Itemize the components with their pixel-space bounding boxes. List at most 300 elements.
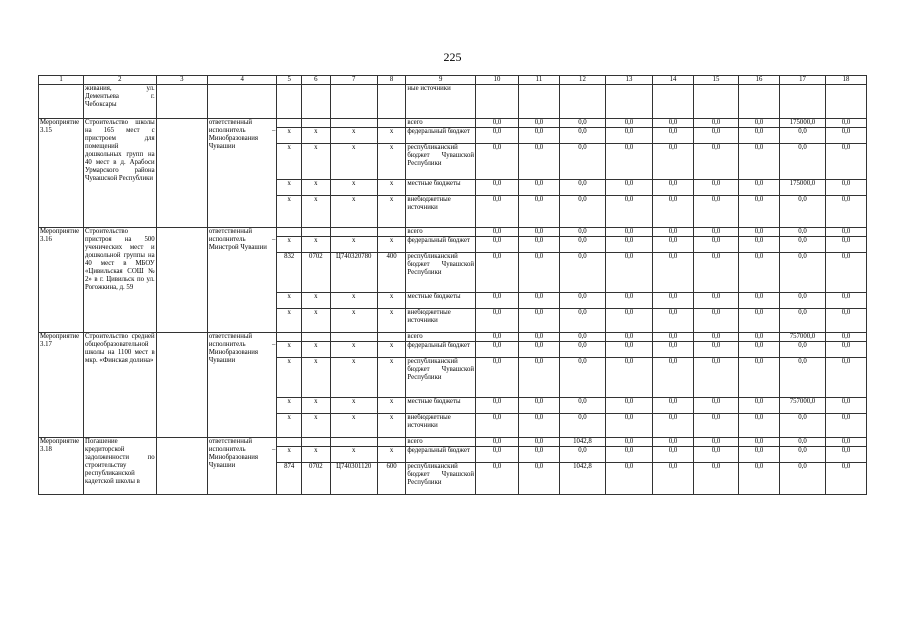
cell-value-col14: 0,0 (653, 438, 694, 447)
cell-value-col14: 0,0 (653, 414, 694, 438)
column-header-8: 8 (377, 76, 406, 85)
cell-code: х (330, 358, 377, 398)
column-header-13: 13 (605, 76, 652, 85)
cell-value-col13: 0,0 (605, 237, 652, 253)
cell-value-col18: 0,0 (826, 237, 867, 253)
cell-value-col10: 0,0 (476, 447, 519, 463)
cell-source-republican: республиканский бюджет Чувашской Республики (406, 144, 476, 180)
cell-code: х (330, 447, 377, 463)
cell-value-col15: 0,0 (693, 447, 738, 463)
cell-value-col16: 0,0 (739, 144, 780, 180)
cell-source-republican: республиканский бюджет Чувашской Республики (406, 358, 476, 398)
cell-col3 (156, 438, 207, 495)
cell-value-col11: 0,0 (518, 358, 559, 398)
cell-value (476, 85, 519, 119)
cell-value-col18: 0,0 (826, 228, 867, 237)
cell-code: х (377, 237, 406, 253)
cell-activity-name: Погашение кредиторской задолженности по строительству республиканской кадетской школы в (84, 438, 157, 495)
cell-value-col17: 0,0 (779, 358, 825, 398)
cell-value-col14: 0,0 (653, 128, 694, 144)
cell-code: х (277, 398, 302, 414)
cell-activity-label: Мероприятие 3.17 (39, 333, 84, 438)
cell-value-col12: 0,0 (559, 180, 605, 196)
cell-col3 (156, 228, 207, 333)
cell-value-col18: 0,0 (826, 342, 867, 358)
cell-value-col17: 0,0 (779, 438, 825, 447)
cell-code: х (377, 309, 406, 333)
cell-code: х (302, 237, 331, 253)
cell-activity-label: Мероприятие 3.18 (39, 438, 84, 495)
cell-value-col11: 0,0 (518, 144, 559, 180)
cell-code: х (277, 180, 302, 196)
cell-value-col13: 0,0 (605, 309, 652, 333)
cell-value-col14: 0,0 (653, 228, 694, 237)
cell-code: х (377, 180, 406, 196)
cell-source: ные источники (406, 85, 476, 119)
cell-value-col18: 0,0 (826, 309, 867, 333)
cell-source-republican: республиканский бюджет Чувашской Республики (406, 463, 476, 495)
cell-value-col11: 0,0 (518, 333, 559, 342)
cell-value-col10: 0,0 (476, 119, 519, 128)
cell-value-col11: 0,0 (518, 293, 559, 309)
cell-code: х (302, 447, 331, 463)
cell-code (277, 85, 302, 119)
cell-code: х (330, 144, 377, 180)
cell-value-col15: 0,0 (693, 228, 738, 237)
cell-value-col13: 0,0 (605, 438, 652, 447)
cell-value-col15: 0,0 (693, 196, 738, 228)
cell-value-col17: 175000,0 (779, 180, 825, 196)
cell-value-col14: 0,0 (653, 309, 694, 333)
cell-value-col15: 0,0 (693, 398, 738, 414)
cell-code: х (302, 309, 331, 333)
cell-value-col11: 0,0 (518, 463, 559, 495)
cell-value-col12: 1042,8 (559, 438, 605, 447)
cell-value (653, 85, 694, 119)
table-row (39, 333, 867, 342)
cell-value-col11: 0,0 (518, 196, 559, 228)
cell-code: х (330, 196, 377, 228)
cell-value-col12: 0,0 (559, 447, 605, 463)
cell-value-col12: 0,0 (559, 237, 605, 253)
cell-value-col10: 0,0 (476, 438, 519, 447)
cell-value-col18: 0,0 (826, 463, 867, 495)
cell-value (559, 85, 605, 119)
cell-value-col10: 0,0 (476, 463, 519, 495)
cell-col3 (156, 333, 207, 438)
cell-code (277, 228, 302, 237)
cell-value-col13: 0,0 (605, 293, 652, 309)
cell-code: х (377, 447, 406, 463)
cell-value-col15: 0,0 (693, 309, 738, 333)
cell-code: х (302, 414, 331, 438)
cell-value-col16: 0,0 (739, 438, 780, 447)
cell-value-col15: 0,0 (693, 463, 738, 495)
cell-value-col16: 0,0 (739, 180, 780, 196)
cell-value-col17: 757000,0 (779, 398, 825, 414)
cell-code: х (377, 144, 406, 180)
cell-value-col17: 0,0 (779, 228, 825, 237)
cell-value-col16: 0,0 (739, 463, 780, 495)
cell-col3 (156, 119, 207, 228)
cell-value-col16: 0,0 (739, 293, 780, 309)
cell-value-col13: 0,0 (605, 144, 652, 180)
cell-value-col15: 0,0 (693, 237, 738, 253)
cell-value-col16: 0,0 (739, 309, 780, 333)
cell-value-col13: 0,0 (605, 228, 652, 237)
cell-value-col12: 0,0 (559, 196, 605, 228)
page-number: 225 (443, 50, 462, 64)
cell-executor: ответственный исполнитель – Минобразования Чувашии (207, 333, 277, 438)
cell-code (302, 333, 331, 342)
cell-code (377, 119, 406, 128)
cell-csr: Ц740320780 (330, 253, 377, 293)
cell-code: х (277, 414, 302, 438)
cell-value-col12: 0,0 (559, 398, 605, 414)
cell-code: х (277, 237, 302, 253)
cell-code: х (377, 196, 406, 228)
cell-executor (207, 85, 277, 119)
cell-value-col14: 0,0 (653, 333, 694, 342)
cell-value-col16: 0,0 (739, 253, 780, 293)
cell-code (330, 85, 377, 119)
cell-code: х (330, 128, 377, 144)
cell-source-total: всего (406, 333, 476, 342)
cell-value-col11: 0,0 (518, 237, 559, 253)
cell-code (330, 228, 377, 237)
cell-grbs: 832 (277, 253, 302, 293)
cell-value-col18: 0,0 (826, 414, 867, 438)
cell-code: х (302, 180, 331, 196)
cell-source-total: всего (406, 228, 476, 237)
column-header-6: 6 (302, 76, 331, 85)
cell-value (518, 85, 559, 119)
cell-value-col12: 0,0 (559, 119, 605, 128)
cell-value-col10: 0,0 (476, 180, 519, 196)
cell-csr: Ц740301120 (330, 463, 377, 495)
cell-value-col11: 0,0 (518, 398, 559, 414)
cell-value-col16: 0,0 (739, 196, 780, 228)
cell-value-col15: 0,0 (693, 333, 738, 342)
cell-value-col15: 0,0 (693, 144, 738, 180)
table-row (39, 438, 867, 447)
cell-value (605, 85, 652, 119)
cell-code: х (377, 398, 406, 414)
cell-source-republican: республиканский бюджет Чувашской Республики (406, 253, 476, 293)
cell-value-col11: 0,0 (518, 180, 559, 196)
cell-value-col14: 0,0 (653, 144, 694, 180)
cell-code: х (377, 414, 406, 438)
cell-value-col16: 0,0 (739, 333, 780, 342)
cell-rzpr: 0702 (302, 463, 331, 495)
cell-source-total: всего (406, 119, 476, 128)
cell-value-col11: 0,0 (518, 438, 559, 447)
cell-code (377, 85, 406, 119)
cell-code: х (277, 309, 302, 333)
cell-vr: 400 (377, 253, 406, 293)
cell-code: х (330, 309, 377, 333)
cell-value-col14: 0,0 (653, 196, 694, 228)
cell-value-col18: 0,0 (826, 358, 867, 398)
cell-value-col13: 0,0 (605, 333, 652, 342)
cell-code: х (277, 342, 302, 358)
cell-executor: ответственный исполнитель – Минстрой Чувашии (207, 228, 277, 333)
cell-rzpr: 0702 (302, 253, 331, 293)
cell-code: х (277, 128, 302, 144)
column-header-12: 12 (559, 76, 605, 85)
cell-value-col15: 0,0 (693, 414, 738, 438)
cell-value-col12: 0,0 (559, 414, 605, 438)
cell-value-col17: 0,0 (779, 293, 825, 309)
cell-value-col13: 0,0 (605, 358, 652, 398)
cell-value-col13: 0,0 (605, 119, 652, 128)
column-header-5: 5 (277, 76, 302, 85)
cell-value-col10: 0,0 (476, 309, 519, 333)
cell-value-col11: 0,0 (518, 119, 559, 128)
cell-value-col10: 0,0 (476, 128, 519, 144)
cell-value-col11: 0,0 (518, 128, 559, 144)
cell-value-col17: 0,0 (779, 144, 825, 180)
cell-value-col12: 0,0 (559, 128, 605, 144)
cell-value-col12: 0,0 (559, 144, 605, 180)
cell-value-col16: 0,0 (739, 414, 780, 438)
cell-value-col10: 0,0 (476, 342, 519, 358)
cell-code (377, 333, 406, 342)
cell-value-col17: 0,0 (779, 237, 825, 253)
cell-code (302, 85, 331, 119)
column-header-1: 1 (39, 76, 84, 85)
cell-value-col12: 0,0 (559, 342, 605, 358)
cell-activity-name: Строительство средней общеобразовательной школы на 1100 мест в мкр. «Финская долина» (84, 333, 157, 438)
cell-value-col10: 0,0 (476, 333, 519, 342)
cell-value-col14: 0,0 (653, 447, 694, 463)
cell-value-col14: 0,0 (653, 463, 694, 495)
cell-source-extra: внебюджетные источники (406, 414, 476, 438)
cell-value-col18: 0,0 (826, 438, 867, 447)
cell-code: х (377, 358, 406, 398)
column-header-4: 4 (207, 76, 277, 85)
cell-executor: ответственный исполнитель – Минобразования Чувашии (207, 119, 277, 228)
cell-code (277, 438, 302, 447)
cell-code: х (277, 447, 302, 463)
cell-value-col10: 0,0 (476, 237, 519, 253)
cell-value-col17: 757000,0 (779, 333, 825, 342)
cell-value-col13: 0,0 (605, 180, 652, 196)
cell-value-col13: 0,0 (605, 463, 652, 495)
cell-value-col13: 0,0 (605, 447, 652, 463)
cell-value-col14: 0,0 (653, 180, 694, 196)
column-header-16: 16 (739, 76, 780, 85)
cell-value-col15: 0,0 (693, 293, 738, 309)
cell-value-col17: 0,0 (779, 309, 825, 333)
cell-code: х (330, 414, 377, 438)
cell-value-col17: 0,0 (779, 447, 825, 463)
cell-value-col10: 0,0 (476, 253, 519, 293)
cell-value-col13: 0,0 (605, 253, 652, 293)
cell-value (826, 85, 867, 119)
cell-value-col13: 0,0 (605, 414, 652, 438)
cell-value-col18: 0,0 (826, 119, 867, 128)
cell-value-col15: 0,0 (693, 128, 738, 144)
cell-source-extra: внебюджетные источники (406, 309, 476, 333)
cell-code (330, 119, 377, 128)
cell-source-total: всего (406, 438, 476, 447)
cell-value-col16: 0,0 (739, 128, 780, 144)
cell-value-col12: 0,0 (559, 253, 605, 293)
cell-code: х (277, 293, 302, 309)
cell-value-col12: 0,0 (559, 358, 605, 398)
cell-code (302, 438, 331, 447)
cell-code: х (330, 180, 377, 196)
cell-code: х (277, 144, 302, 180)
cell-value-col18: 0,0 (826, 144, 867, 180)
cell-value (779, 85, 825, 119)
cell-source-federal: федеральный бюджет (406, 447, 476, 463)
table-row-continuation (39, 85, 867, 119)
cell-code (277, 119, 302, 128)
cell-value-col14: 0,0 (653, 237, 694, 253)
cell-value-col16: 0,0 (739, 119, 780, 128)
cell-value-col13: 0,0 (605, 196, 652, 228)
cell-code: х (330, 398, 377, 414)
cell-code (330, 438, 377, 447)
cell-value-col11: 0,0 (518, 228, 559, 237)
cell-value-col17: 175000,0 (779, 119, 825, 128)
column-header-10: 10 (476, 76, 519, 85)
cell-value-col14: 0,0 (653, 253, 694, 293)
cell-value-col10: 0,0 (476, 293, 519, 309)
column-header-17: 17 (779, 76, 825, 85)
cell-source-federal: федеральный бюджет (406, 342, 476, 358)
cell-code: х (302, 128, 331, 144)
cell-value-col14: 0,0 (653, 342, 694, 358)
column-header-18: 18 (826, 76, 867, 85)
cell-source-federal: федеральный бюджет (406, 237, 476, 253)
cell-value-col12: 0,0 (559, 293, 605, 309)
cell-value-col14: 0,0 (653, 358, 694, 398)
cell-code: х (377, 293, 406, 309)
cell-value-col11: 0,0 (518, 342, 559, 358)
cell-label (39, 85, 84, 119)
table-row (39, 228, 867, 237)
cell-value-col15: 0,0 (693, 358, 738, 398)
cell-code: х (330, 342, 377, 358)
cell-value-col17: 0,0 (779, 414, 825, 438)
cell-source-extra: внебюджетные источники (406, 196, 476, 228)
cell-code: х (277, 358, 302, 398)
cell-source-local: местные бюджеты (406, 398, 476, 414)
cell-source-federal: федеральный бюджет (406, 128, 476, 144)
column-header-14: 14 (653, 76, 694, 85)
cell-value (739, 85, 780, 119)
column-header-9: 9 (406, 76, 476, 85)
column-header-3: 3 (156, 76, 207, 85)
cell-value-col10: 0,0 (476, 196, 519, 228)
cell-value-col18: 0,0 (826, 196, 867, 228)
column-header-2: 2 (84, 76, 157, 85)
cell-activity-name: Строительство школы на 165 мест с пристроем для помещений дошкольных групп на 40 мест в д. Арабоси Урмарского района Чувашской Республики (84, 119, 157, 228)
column-header-row (39, 76, 867, 85)
cell-value-col12: 0,0 (559, 309, 605, 333)
cell-value-col16: 0,0 (739, 342, 780, 358)
cell-value-col15: 0,0 (693, 438, 738, 447)
cell-code (377, 438, 406, 447)
cell-activity-name: Строительство пристроя на 500 ученических мест и дошкольной группы на 40 мест в МБОУ «Цивильская СОШ № 2» в г. Цивильск по ул. Рогожкина, д. 59 (84, 228, 157, 333)
column-header-11: 11 (518, 76, 559, 85)
cell-code (277, 333, 302, 342)
cell-col3 (156, 85, 207, 119)
cell-value-col16: 0,0 (739, 228, 780, 237)
cell-code: х (330, 237, 377, 253)
cell-activity-label: Мероприятие 3.16 (39, 228, 84, 333)
cell-value-col16: 0,0 (739, 237, 780, 253)
cell-code: х (302, 358, 331, 398)
cell-code: х (377, 342, 406, 358)
cell-value-col13: 0,0 (605, 342, 652, 358)
cell-grbs: 874 (277, 463, 302, 495)
cell-value-col17: 0,0 (779, 196, 825, 228)
cell-value-col15: 0,0 (693, 253, 738, 293)
cell-value-col15: 0,0 (693, 119, 738, 128)
cell-value-col14: 0,0 (653, 293, 694, 309)
cell-code (330, 333, 377, 342)
cell-value-col13: 0,0 (605, 398, 652, 414)
cell-value-col11: 0,0 (518, 253, 559, 293)
cell-source-local: местные бюджеты (406, 180, 476, 196)
cell-value-col18: 0,0 (826, 293, 867, 309)
cell-code: х (302, 293, 331, 309)
cell-value-col14: 0,0 (653, 119, 694, 128)
column-header-15: 15 (693, 76, 738, 85)
cell-value-col12: 0,0 (559, 228, 605, 237)
cell-value-col18: 0,0 (826, 128, 867, 144)
cell-value-col10: 0,0 (476, 358, 519, 398)
cell-executor: ответственный исполнитель – Минобразования Чувашии (207, 438, 277, 495)
table-row (39, 119, 867, 128)
cell-value (693, 85, 738, 119)
cell-value-col16: 0,0 (739, 358, 780, 398)
cell-value-col11: 0,0 (518, 447, 559, 463)
cell-value-col13: 0,0 (605, 128, 652, 144)
cell-value-col10: 0,0 (476, 414, 519, 438)
cell-value-col15: 0,0 (693, 180, 738, 196)
cell-value-col11: 0,0 (518, 309, 559, 333)
cell-value-col16: 0,0 (739, 398, 780, 414)
budget-table (38, 75, 867, 495)
cell-code (302, 228, 331, 237)
cell-code: х (302, 398, 331, 414)
cell-source-local: местные бюджеты (406, 293, 476, 309)
cell-value-col10: 0,0 (476, 144, 519, 180)
cell-value-col17: 0,0 (779, 128, 825, 144)
cell-value-col18: 0,0 (826, 398, 867, 414)
cell-value-col11: 0,0 (518, 414, 559, 438)
cell-value-col10: 0,0 (476, 398, 519, 414)
cell-vr: 600 (377, 463, 406, 495)
column-header-7: 7 (330, 76, 377, 85)
cell-value-col15: 0,0 (693, 342, 738, 358)
cell-activity-name: живания, ул. Дементьева г. Чебоксары (84, 85, 157, 119)
cell-activity-label: Мероприятие 3.15 (39, 119, 84, 228)
cell-value-col14: 0,0 (653, 398, 694, 414)
cell-value-col17: 0,0 (779, 463, 825, 495)
cell-value-col16: 0,0 (739, 447, 780, 463)
cell-code (302, 119, 331, 128)
cell-value-col18: 0,0 (826, 333, 867, 342)
cell-value-col10: 0,0 (476, 228, 519, 237)
cell-value-col18: 0,0 (826, 447, 867, 463)
cell-code: х (277, 196, 302, 228)
